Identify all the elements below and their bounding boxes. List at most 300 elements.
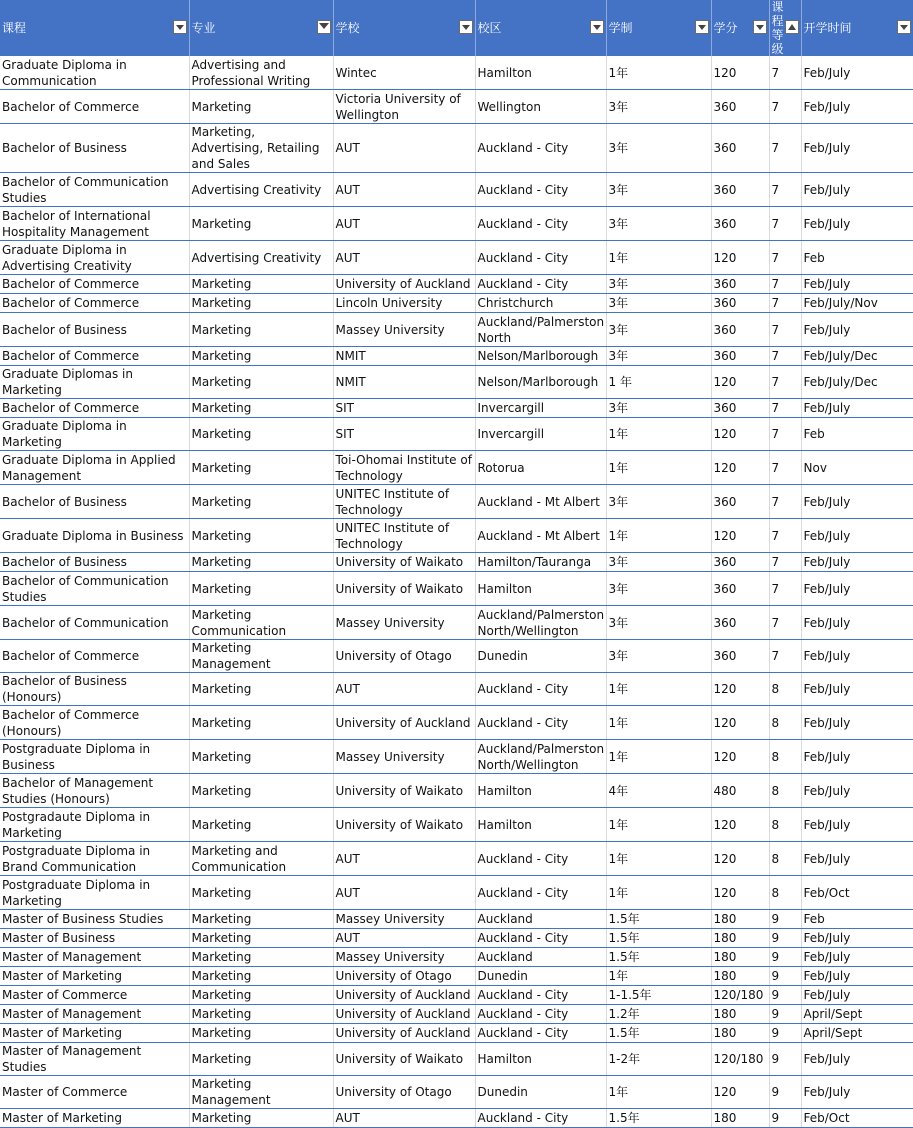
- table-cell[interactable]: Marketing: [189, 929, 333, 948]
- table-cell[interactable]: Auckland - City: [475, 706, 606, 740]
- table-cell[interactable]: Feb/July: [801, 572, 913, 606]
- table-cell[interactable]: 3年: [606, 606, 711, 640]
- table-cell[interactable]: 3年: [606, 124, 711, 173]
- table-cell[interactable]: SIT: [333, 418, 475, 451]
- table-cell[interactable]: Auckland/Palmerston North/Wellington: [475, 740, 606, 774]
- table-cell[interactable]: Hamilton: [475, 56, 606, 90]
- table-cell[interactable]: Master of Commerce: [0, 986, 189, 1005]
- table-cell[interactable]: Bachelor of Business: [0, 313, 189, 347]
- table-cell[interactable]: Auckland - City: [475, 1005, 606, 1024]
- table-cell[interactable]: 180: [711, 929, 769, 948]
- table-cell[interactable]: Auckland - City: [475, 207, 606, 241]
- table-cell[interactable]: 1.5年: [606, 948, 711, 967]
- table-cell[interactable]: 1年: [606, 673, 711, 706]
- table-cell[interactable]: 7: [769, 313, 801, 347]
- table-cell[interactable]: 8: [769, 740, 801, 774]
- table-cell[interactable]: Graduate Diplomas in Marketing: [0, 366, 189, 399]
- table-cell[interactable]: 3年: [606, 90, 711, 124]
- table-cell[interactable]: Postgraduate Diploma in Brand Communication: [0, 842, 189, 876]
- table-cell[interactable]: 3年: [606, 485, 711, 519]
- table-cell[interactable]: 1年: [606, 519, 711, 553]
- filter-dropdown-icon[interactable]: [590, 20, 604, 34]
- table-cell[interactable]: Massey University: [333, 606, 475, 640]
- table-cell[interactable]: 7: [769, 294, 801, 313]
- table-cell[interactable]: Marketing Management: [189, 640, 333, 673]
- table-cell[interactable]: Toi-Ohomai Institute of Technology: [333, 451, 475, 485]
- filter-dropdown-icon[interactable]: [459, 20, 473, 34]
- table-cell[interactable]: Bachelor of Commerce (Honours): [0, 706, 189, 740]
- table-cell[interactable]: University of Auckland: [333, 986, 475, 1005]
- table-cell[interactable]: 360: [711, 173, 769, 207]
- table-cell[interactable]: Marketing: [189, 347, 333, 366]
- table-cell[interactable]: 120: [711, 1076, 769, 1109]
- table-cell[interactable]: 9: [769, 1109, 801, 1128]
- table-cell[interactable]: 120: [711, 740, 769, 774]
- table-cell[interactable]: 3年: [606, 572, 711, 606]
- table-cell[interactable]: 3年: [606, 399, 711, 418]
- table-cell[interactable]: University of Otago: [333, 967, 475, 986]
- table-cell[interactable]: Feb/July/Dec: [801, 366, 913, 399]
- table-cell[interactable]: 7: [769, 451, 801, 485]
- table-cell[interactable]: Bachelor of Communication Studies: [0, 572, 189, 606]
- table-cell[interactable]: 120: [711, 808, 769, 842]
- table-cell[interactable]: 7: [769, 399, 801, 418]
- table-cell[interactable]: Auckland: [475, 910, 606, 929]
- table-cell[interactable]: 1 年: [606, 366, 711, 399]
- table-cell[interactable]: Hamilton: [475, 808, 606, 842]
- table-cell[interactable]: Graduate Diploma in Marketing: [0, 418, 189, 451]
- table-cell[interactable]: University of Waikato: [333, 553, 475, 572]
- table-cell[interactable]: Bachelor of Commerce: [0, 90, 189, 124]
- table-cell[interactable]: Hamilton: [475, 572, 606, 606]
- table-cell[interactable]: Master of Business: [0, 929, 189, 948]
- table-cell[interactable]: Massey University: [333, 910, 475, 929]
- table-cell[interactable]: AUT: [333, 241, 475, 275]
- table-cell[interactable]: AUT: [333, 842, 475, 876]
- table-cell[interactable]: Invercargill: [475, 418, 606, 451]
- table-cell[interactable]: Hamilton: [475, 774, 606, 808]
- table-cell[interactable]: Marketing Management: [189, 1076, 333, 1109]
- table-cell[interactable]: 7: [769, 366, 801, 399]
- table-cell[interactable]: Master of Business Studies: [0, 910, 189, 929]
- table-cell[interactable]: 1年: [606, 56, 711, 90]
- column-header[interactable]: [189, 0, 333, 56]
- table-cell[interactable]: Marketing: [189, 948, 333, 967]
- table-cell[interactable]: Bachelor of Management Studies (Honours): [0, 774, 189, 808]
- table-cell[interactable]: AUT: [333, 929, 475, 948]
- table-cell[interactable]: 1.5年: [606, 929, 711, 948]
- table-cell[interactable]: Master of Management Studies: [0, 1043, 189, 1076]
- table-cell[interactable]: Nelson/Marlborough: [475, 366, 606, 399]
- table-cell[interactable]: 120: [711, 673, 769, 706]
- table-cell[interactable]: Feb: [801, 910, 913, 929]
- table-cell[interactable]: 1.5年: [606, 1109, 711, 1128]
- filter-dropdown-icon[interactable]: [753, 20, 767, 34]
- table-cell[interactable]: Marketing: [189, 774, 333, 808]
- table-cell[interactable]: 360: [711, 572, 769, 606]
- table-cell[interactable]: 3年: [606, 275, 711, 294]
- table-cell[interactable]: Marketing: [189, 313, 333, 347]
- table-cell[interactable]: 4年: [606, 774, 711, 808]
- table-cell[interactable]: Feb/July: [801, 553, 913, 572]
- table-cell[interactable]: Marketing: [189, 553, 333, 572]
- table-cell[interactable]: 360: [711, 553, 769, 572]
- table-cell[interactable]: Feb/July: [801, 606, 913, 640]
- table-cell[interactable]: Advertising and Professional Writing: [189, 56, 333, 90]
- table-cell[interactable]: Marketing and Communication: [189, 842, 333, 876]
- table-cell[interactable]: 1年: [606, 451, 711, 485]
- table-cell[interactable]: Feb/July: [801, 1043, 913, 1076]
- table-cell[interactable]: Marketing Communication: [189, 606, 333, 640]
- table-cell[interactable]: Feb/July: [801, 275, 913, 294]
- table-cell[interactable]: 1年: [606, 418, 711, 451]
- table-cell[interactable]: 9: [769, 986, 801, 1005]
- table-cell[interactable]: Marketing: [189, 418, 333, 451]
- table-cell[interactable]: Postgradaute Diploma in Marketing: [0, 808, 189, 842]
- table-cell[interactable]: 9: [769, 1043, 801, 1076]
- table-cell[interactable]: Feb/July: [801, 313, 913, 347]
- table-cell[interactable]: Auckland - Mt Albert: [475, 485, 606, 519]
- table-cell[interactable]: Bachelor of Commerce: [0, 275, 189, 294]
- table-cell[interactable]: Feb/July: [801, 808, 913, 842]
- table-cell[interactable]: 9: [769, 910, 801, 929]
- table-cell[interactable]: Feb/July/Dec: [801, 347, 913, 366]
- table-cell[interactable]: Marketing: [189, 275, 333, 294]
- table-cell[interactable]: 9: [769, 1024, 801, 1043]
- table-cell[interactable]: 8: [769, 876, 801, 910]
- table-cell[interactable]: UNITEC Institute of Technology: [333, 519, 475, 553]
- table-cell[interactable]: 360: [711, 207, 769, 241]
- table-cell[interactable]: Feb/July: [801, 929, 913, 948]
- table-cell[interactable]: Feb/July: [801, 207, 913, 241]
- table-cell[interactable]: 1年: [606, 241, 711, 275]
- table-cell[interactable]: 7: [769, 572, 801, 606]
- table-cell[interactable]: Master of Marketing: [0, 1109, 189, 1128]
- table-cell[interactable]: Bachelor of Communication: [0, 606, 189, 640]
- table-cell[interactable]: 360: [711, 90, 769, 124]
- table-cell[interactable]: Invercargill: [475, 399, 606, 418]
- table-cell[interactable]: 3年: [606, 173, 711, 207]
- table-cell[interactable]: Marketing: [189, 1005, 333, 1024]
- table-cell[interactable]: 120: [711, 451, 769, 485]
- table-cell[interactable]: Master of Marketing: [0, 967, 189, 986]
- table-cell[interactable]: Feb/July: [801, 640, 913, 673]
- table-cell[interactable]: Auckland - City: [475, 876, 606, 910]
- table-cell[interactable]: Marketing, Advertising, Retailing and Sales: [189, 124, 333, 173]
- table-cell[interactable]: Auckland - City: [475, 673, 606, 706]
- table-cell[interactable]: Postgraduate Diploma in Marketing: [0, 876, 189, 910]
- table-cell[interactable]: 360: [711, 485, 769, 519]
- table-cell[interactable]: 9: [769, 929, 801, 948]
- table-cell[interactable]: NMIT: [333, 347, 475, 366]
- column-header[interactable]: [801, 0, 913, 56]
- column-header[interactable]: [606, 0, 711, 56]
- table-cell[interactable]: Auckland - City: [475, 1024, 606, 1043]
- column-header[interactable]: [333, 0, 475, 56]
- table-cell[interactable]: Feb/July: [801, 774, 913, 808]
- table-cell[interactable]: AUT: [333, 1109, 475, 1128]
- table-cell[interactable]: 3年: [606, 553, 711, 572]
- table-cell[interactable]: Dunedin: [475, 1076, 606, 1109]
- table-cell[interactable]: Dunedin: [475, 640, 606, 673]
- table-cell[interactable]: Feb/Oct: [801, 1109, 913, 1128]
- table-cell[interactable]: 180: [711, 1024, 769, 1043]
- table-cell[interactable]: Wellington: [475, 90, 606, 124]
- table-cell[interactable]: Marketing: [189, 451, 333, 485]
- table-cell[interactable]: Master of Marketing: [0, 1024, 189, 1043]
- table-cell[interactable]: Hamilton/Tauranga: [475, 553, 606, 572]
- table-cell[interactable]: 7: [769, 207, 801, 241]
- table-cell[interactable]: Nov: [801, 451, 913, 485]
- table-cell[interactable]: 120: [711, 241, 769, 275]
- table-cell[interactable]: 1年: [606, 967, 711, 986]
- table-cell[interactable]: Feb/July: [801, 519, 913, 553]
- table-cell[interactable]: Bachelor of Communication Studies: [0, 173, 189, 207]
- table-cell[interactable]: Feb/July: [801, 90, 913, 124]
- table-cell[interactable]: Graduate Diploma in Applied Management: [0, 451, 189, 485]
- table-cell[interactable]: 120: [711, 842, 769, 876]
- table-cell[interactable]: Auckland/Palmerston North: [475, 313, 606, 347]
- table-cell[interactable]: Master of Management: [0, 1005, 189, 1024]
- table-cell[interactable]: 120: [711, 876, 769, 910]
- table-cell[interactable]: University of Otago: [333, 1076, 475, 1109]
- table-cell[interactable]: Feb/July: [801, 986, 913, 1005]
- table-cell[interactable]: 360: [711, 347, 769, 366]
- table-cell[interactable]: 180: [711, 910, 769, 929]
- table-cell[interactable]: 7: [769, 519, 801, 553]
- table-cell[interactable]: Advertising Creativity: [189, 173, 333, 207]
- table-cell[interactable]: 7: [769, 124, 801, 173]
- table-cell[interactable]: Marketing: [189, 572, 333, 606]
- table-cell[interactable]: Marketing: [189, 706, 333, 740]
- table-cell[interactable]: Auckland - City: [475, 275, 606, 294]
- column-header[interactable]: [0, 0, 189, 56]
- table-cell[interactable]: University of Auckland: [333, 1005, 475, 1024]
- table-cell[interactable]: 9: [769, 948, 801, 967]
- table-cell[interactable]: Christchurch: [475, 294, 606, 313]
- table-cell[interactable]: 120: [711, 418, 769, 451]
- table-cell[interactable]: 1.2年: [606, 1005, 711, 1024]
- table-cell[interactable]: AUT: [333, 207, 475, 241]
- table-cell[interactable]: Hamilton: [475, 1043, 606, 1076]
- table-cell[interactable]: NMIT: [333, 366, 475, 399]
- table-cell[interactable]: 7: [769, 90, 801, 124]
- table-cell[interactable]: University of Auckland: [333, 1024, 475, 1043]
- table-cell[interactable]: 7: [769, 640, 801, 673]
- table-cell[interactable]: Marketing: [189, 485, 333, 519]
- table-cell[interactable]: Marketing: [189, 1043, 333, 1076]
- filter-funnel-icon[interactable]: [317, 20, 331, 34]
- table-cell[interactable]: AUT: [333, 673, 475, 706]
- filter-dropdown-icon[interactable]: [173, 20, 187, 34]
- table-cell[interactable]: Dunedin: [475, 967, 606, 986]
- table-cell[interactable]: Marketing: [189, 207, 333, 241]
- table-cell[interactable]: Master of Management: [0, 948, 189, 967]
- table-cell[interactable]: 9: [769, 1005, 801, 1024]
- table-cell[interactable]: Bachelor of Commerce: [0, 399, 189, 418]
- table-cell[interactable]: 1年: [606, 876, 711, 910]
- table-cell[interactable]: 360: [711, 313, 769, 347]
- table-cell[interactable]: Feb: [801, 241, 913, 275]
- table-cell[interactable]: Marketing: [189, 90, 333, 124]
- table-cell[interactable]: Marketing: [189, 967, 333, 986]
- table-cell[interactable]: Bachelor of Business: [0, 124, 189, 173]
- table-cell[interactable]: 7: [769, 418, 801, 451]
- table-cell[interactable]: 8: [769, 808, 801, 842]
- table-cell[interactable]: Marketing: [189, 910, 333, 929]
- table-cell[interactable]: Marketing: [189, 1024, 333, 1043]
- table-cell[interactable]: 7: [769, 275, 801, 294]
- table-cell[interactable]: University of Auckland: [333, 706, 475, 740]
- table-cell[interactable]: University of Auckland: [333, 275, 475, 294]
- table-cell[interactable]: Bachelor of International Hospitality Management: [0, 207, 189, 241]
- table-cell[interactable]: Auckland - Mt Albert: [475, 519, 606, 553]
- table-cell[interactable]: Feb/July: [801, 1076, 913, 1109]
- table-cell[interactable]: Bachelor of Business: [0, 553, 189, 572]
- table-cell[interactable]: 1-2年: [606, 1043, 711, 1076]
- table-cell[interactable]: 180: [711, 1005, 769, 1024]
- table-cell[interactable]: 3年: [606, 207, 711, 241]
- table-cell[interactable]: Auckland - City: [475, 241, 606, 275]
- table-cell[interactable]: 3年: [606, 294, 711, 313]
- table-cell[interactable]: Massey University: [333, 948, 475, 967]
- table-cell[interactable]: Marketing: [189, 876, 333, 910]
- table-cell[interactable]: 360: [711, 124, 769, 173]
- table-cell[interactable]: Marketing: [189, 366, 333, 399]
- column-header[interactable]: [475, 0, 606, 56]
- table-cell[interactable]: 1.5年: [606, 910, 711, 929]
- table-cell[interactable]: 180: [711, 1109, 769, 1128]
- table-cell[interactable]: 8: [769, 706, 801, 740]
- table-cell[interactable]: 120: [711, 706, 769, 740]
- table-cell[interactable]: Victoria University of Wellington: [333, 90, 475, 124]
- table-cell[interactable]: Marketing: [189, 294, 333, 313]
- table-cell[interactable]: 7: [769, 485, 801, 519]
- table-cell[interactable]: University of Waikato: [333, 774, 475, 808]
- table-cell[interactable]: Postgraduate Diploma in Business: [0, 740, 189, 774]
- table-cell[interactable]: 120: [711, 366, 769, 399]
- table-cell[interactable]: Bachelor of Commerce: [0, 347, 189, 366]
- table-cell[interactable]: 7: [769, 56, 801, 90]
- table-cell[interactable]: Feb/Oct: [801, 876, 913, 910]
- table-cell[interactable]: 9: [769, 1076, 801, 1109]
- table-cell[interactable]: Auckland - City: [475, 842, 606, 876]
- sort-filter-icon[interactable]: [785, 20, 799, 34]
- table-cell[interactable]: 120: [711, 519, 769, 553]
- table-cell[interactable]: 7: [769, 553, 801, 572]
- table-cell[interactable]: Bachelor of Business (Honours): [0, 673, 189, 706]
- table-cell[interactable]: University of Waikato: [333, 808, 475, 842]
- table-cell[interactable]: 360: [711, 275, 769, 294]
- table-cell[interactable]: Marketing: [189, 673, 333, 706]
- table-cell[interactable]: 3年: [606, 640, 711, 673]
- table-cell[interactable]: Master of Commerce: [0, 1076, 189, 1109]
- table-cell[interactable]: 120: [711, 56, 769, 90]
- table-cell[interactable]: Marketing: [189, 986, 333, 1005]
- table-cell[interactable]: AUT: [333, 124, 475, 173]
- table-cell[interactable]: 1年: [606, 808, 711, 842]
- table-cell[interactable]: Auckland: [475, 948, 606, 967]
- table-cell[interactable]: 3年: [606, 313, 711, 347]
- table-cell[interactable]: UNITEC Institute of Technology: [333, 485, 475, 519]
- table-cell[interactable]: Advertising Creativity: [189, 241, 333, 275]
- table-cell[interactable]: Marketing: [189, 740, 333, 774]
- table-cell[interactable]: Wintec: [333, 56, 475, 90]
- table-cell[interactable]: 1年: [606, 740, 711, 774]
- table-cell[interactable]: Graduate Diploma in Business: [0, 519, 189, 553]
- table-cell[interactable]: Auckland - City: [475, 124, 606, 173]
- table-cell[interactable]: 360: [711, 399, 769, 418]
- table-cell[interactable]: Bachelor of Commerce: [0, 640, 189, 673]
- table-cell[interactable]: Massey University: [333, 740, 475, 774]
- table-cell[interactable]: Feb/July: [801, 124, 913, 173]
- table-cell[interactable]: 7: [769, 173, 801, 207]
- filter-dropdown-icon[interactable]: [897, 20, 911, 34]
- table-cell[interactable]: 7: [769, 347, 801, 366]
- table-cell[interactable]: 8: [769, 842, 801, 876]
- table-cell[interactable]: Feb: [801, 418, 913, 451]
- table-cell[interactable]: 1年: [606, 706, 711, 740]
- table-cell[interactable]: Marketing: [189, 808, 333, 842]
- table-cell[interactable]: Feb/July: [801, 56, 913, 90]
- table-cell[interactable]: Bachelor of Business: [0, 485, 189, 519]
- table-cell[interactable]: 120/180: [711, 1043, 769, 1076]
- table-cell[interactable]: Feb/July/Nov: [801, 294, 913, 313]
- table-cell[interactable]: Rotorua: [475, 451, 606, 485]
- table-cell[interactable]: 480: [711, 774, 769, 808]
- table-cell[interactable]: 360: [711, 606, 769, 640]
- table-cell[interactable]: 8: [769, 673, 801, 706]
- filter-dropdown-icon[interactable]: [695, 20, 709, 34]
- table-cell[interactable]: Feb/July: [801, 399, 913, 418]
- table-cell[interactable]: 360: [711, 640, 769, 673]
- table-cell[interactable]: Feb/July: [801, 173, 913, 207]
- table-cell[interactable]: 7: [769, 606, 801, 640]
- table-cell[interactable]: Feb/July: [801, 740, 913, 774]
- table-cell[interactable]: 180: [711, 967, 769, 986]
- table-cell[interactable]: Graduate Diploma in Communication: [0, 56, 189, 90]
- column-header[interactable]: [711, 0, 769, 56]
- table-cell[interactable]: University of Waikato: [333, 572, 475, 606]
- table-cell[interactable]: 1.5年: [606, 1024, 711, 1043]
- table-cell[interactable]: Feb/July: [801, 948, 913, 967]
- table-cell[interactable]: 360: [711, 294, 769, 313]
- table-cell[interactable]: Feb/July: [801, 706, 913, 740]
- table-cell[interactable]: Feb/July: [801, 842, 913, 876]
- table-cell[interactable]: Feb/July: [801, 673, 913, 706]
- column-header[interactable]: [769, 0, 801, 56]
- table-cell[interactable]: 180: [711, 948, 769, 967]
- table-cell[interactable]: AUT: [333, 876, 475, 910]
- table-cell[interactable]: Auckland - City: [475, 173, 606, 207]
- table-cell[interactable]: SIT: [333, 399, 475, 418]
- table-cell[interactable]: Marketing: [189, 399, 333, 418]
- table-cell[interactable]: April/Sept: [801, 1024, 913, 1043]
- table-cell[interactable]: Feb/July: [801, 967, 913, 986]
- table-cell[interactable]: Auckland - City: [475, 929, 606, 948]
- table-cell[interactable]: University of Waikato: [333, 1043, 475, 1076]
- table-cell[interactable]: Nelson/Marlborough: [475, 347, 606, 366]
- table-cell[interactable]: Marketing: [189, 1109, 333, 1128]
- table-cell[interactable]: Marketing: [189, 519, 333, 553]
- table-cell[interactable]: Lincoln University: [333, 294, 475, 313]
- table-cell[interactable]: 7: [769, 241, 801, 275]
- table-cell[interactable]: Auckland/Palmerston North/Wellington: [475, 606, 606, 640]
- table-cell[interactable]: Auckland - City: [475, 986, 606, 1005]
- table-cell[interactable]: Massey University: [333, 313, 475, 347]
- table-cell[interactable]: Auckland - City: [475, 1109, 606, 1128]
- table-cell[interactable]: Graduate Diploma in Advertising Creativity: [0, 241, 189, 275]
